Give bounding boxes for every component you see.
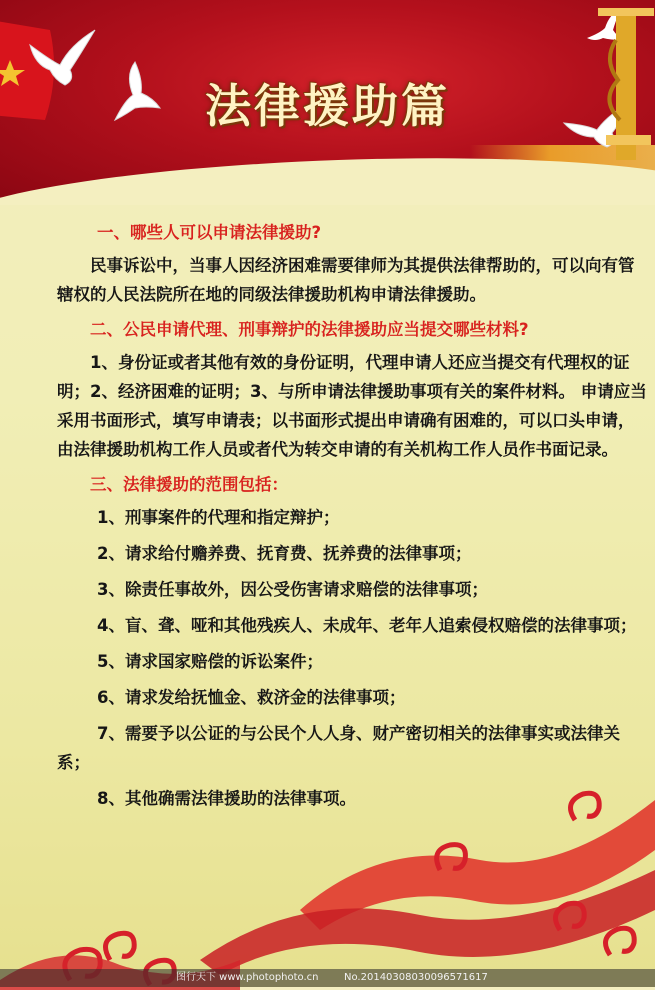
main-content xyxy=(57,218,647,820)
list-item: 6、请求发给抚恤金、救济金的法律事项； xyxy=(97,688,406,707)
list-item: 2、请求给付赡养费、抚育费、抚养费的法律事项； xyxy=(97,544,472,563)
list-item: 7、需要予以公证的与公民个人人身、财产密切相关的法律事实或法律关系； xyxy=(57,724,620,772)
header-banner xyxy=(0,0,655,205)
section-heading-1: 一、哪些人可以申请法律援助? xyxy=(97,223,322,242)
list-item: 1、刑事案件的代理和指定辩护； xyxy=(97,508,340,527)
page-title: 法律援助篇 xyxy=(205,79,450,133)
watermark-site: 图行天下 www.photophoto.cn xyxy=(176,972,319,983)
section-heading-3: 三、法律援助的范围包括： xyxy=(90,475,288,494)
list-item: 5、请求国家赔偿的诉讼案件； xyxy=(97,652,323,671)
list-item: 3、除责任事故外，因公受伤害请求赔偿的法律事项； xyxy=(97,580,488,599)
list-item: 8、其他确需法律援助的法律事项。 xyxy=(97,789,356,808)
list-item: 4、盲、聋、哑和其他残疾人、未成年、老年人追索侵权赔偿的法律事项； xyxy=(97,616,637,635)
watermark-number: No.20140308030096571617 xyxy=(344,972,488,983)
section-heading-2: 二、公民申请代理、刑事辩护的法律援助应当提交哪些材料? xyxy=(90,320,529,339)
section-body-2: 1、身份证或者其他有效的身份证明，代理申请人还应当提交有代理权的证明；2、经济困难的证明；3、与所申请法律援助事项有关的案件材料。 申请应当采用书面形式，填写申请表；以书面形式提出申请确有困难的，可以口头申请，由法律援助机构工作人员或者代为转交申请的有关机构工作人员作书面记录。 xyxy=(57,353,647,459)
watermark-footer xyxy=(0,969,655,987)
section-body-1: 民事诉讼中，当事人因经济困难需要律师为其提供法律帮助的，可以向有管辖权的人民法院所在地的同级法律援助机构申请法律援助。 xyxy=(57,256,635,304)
